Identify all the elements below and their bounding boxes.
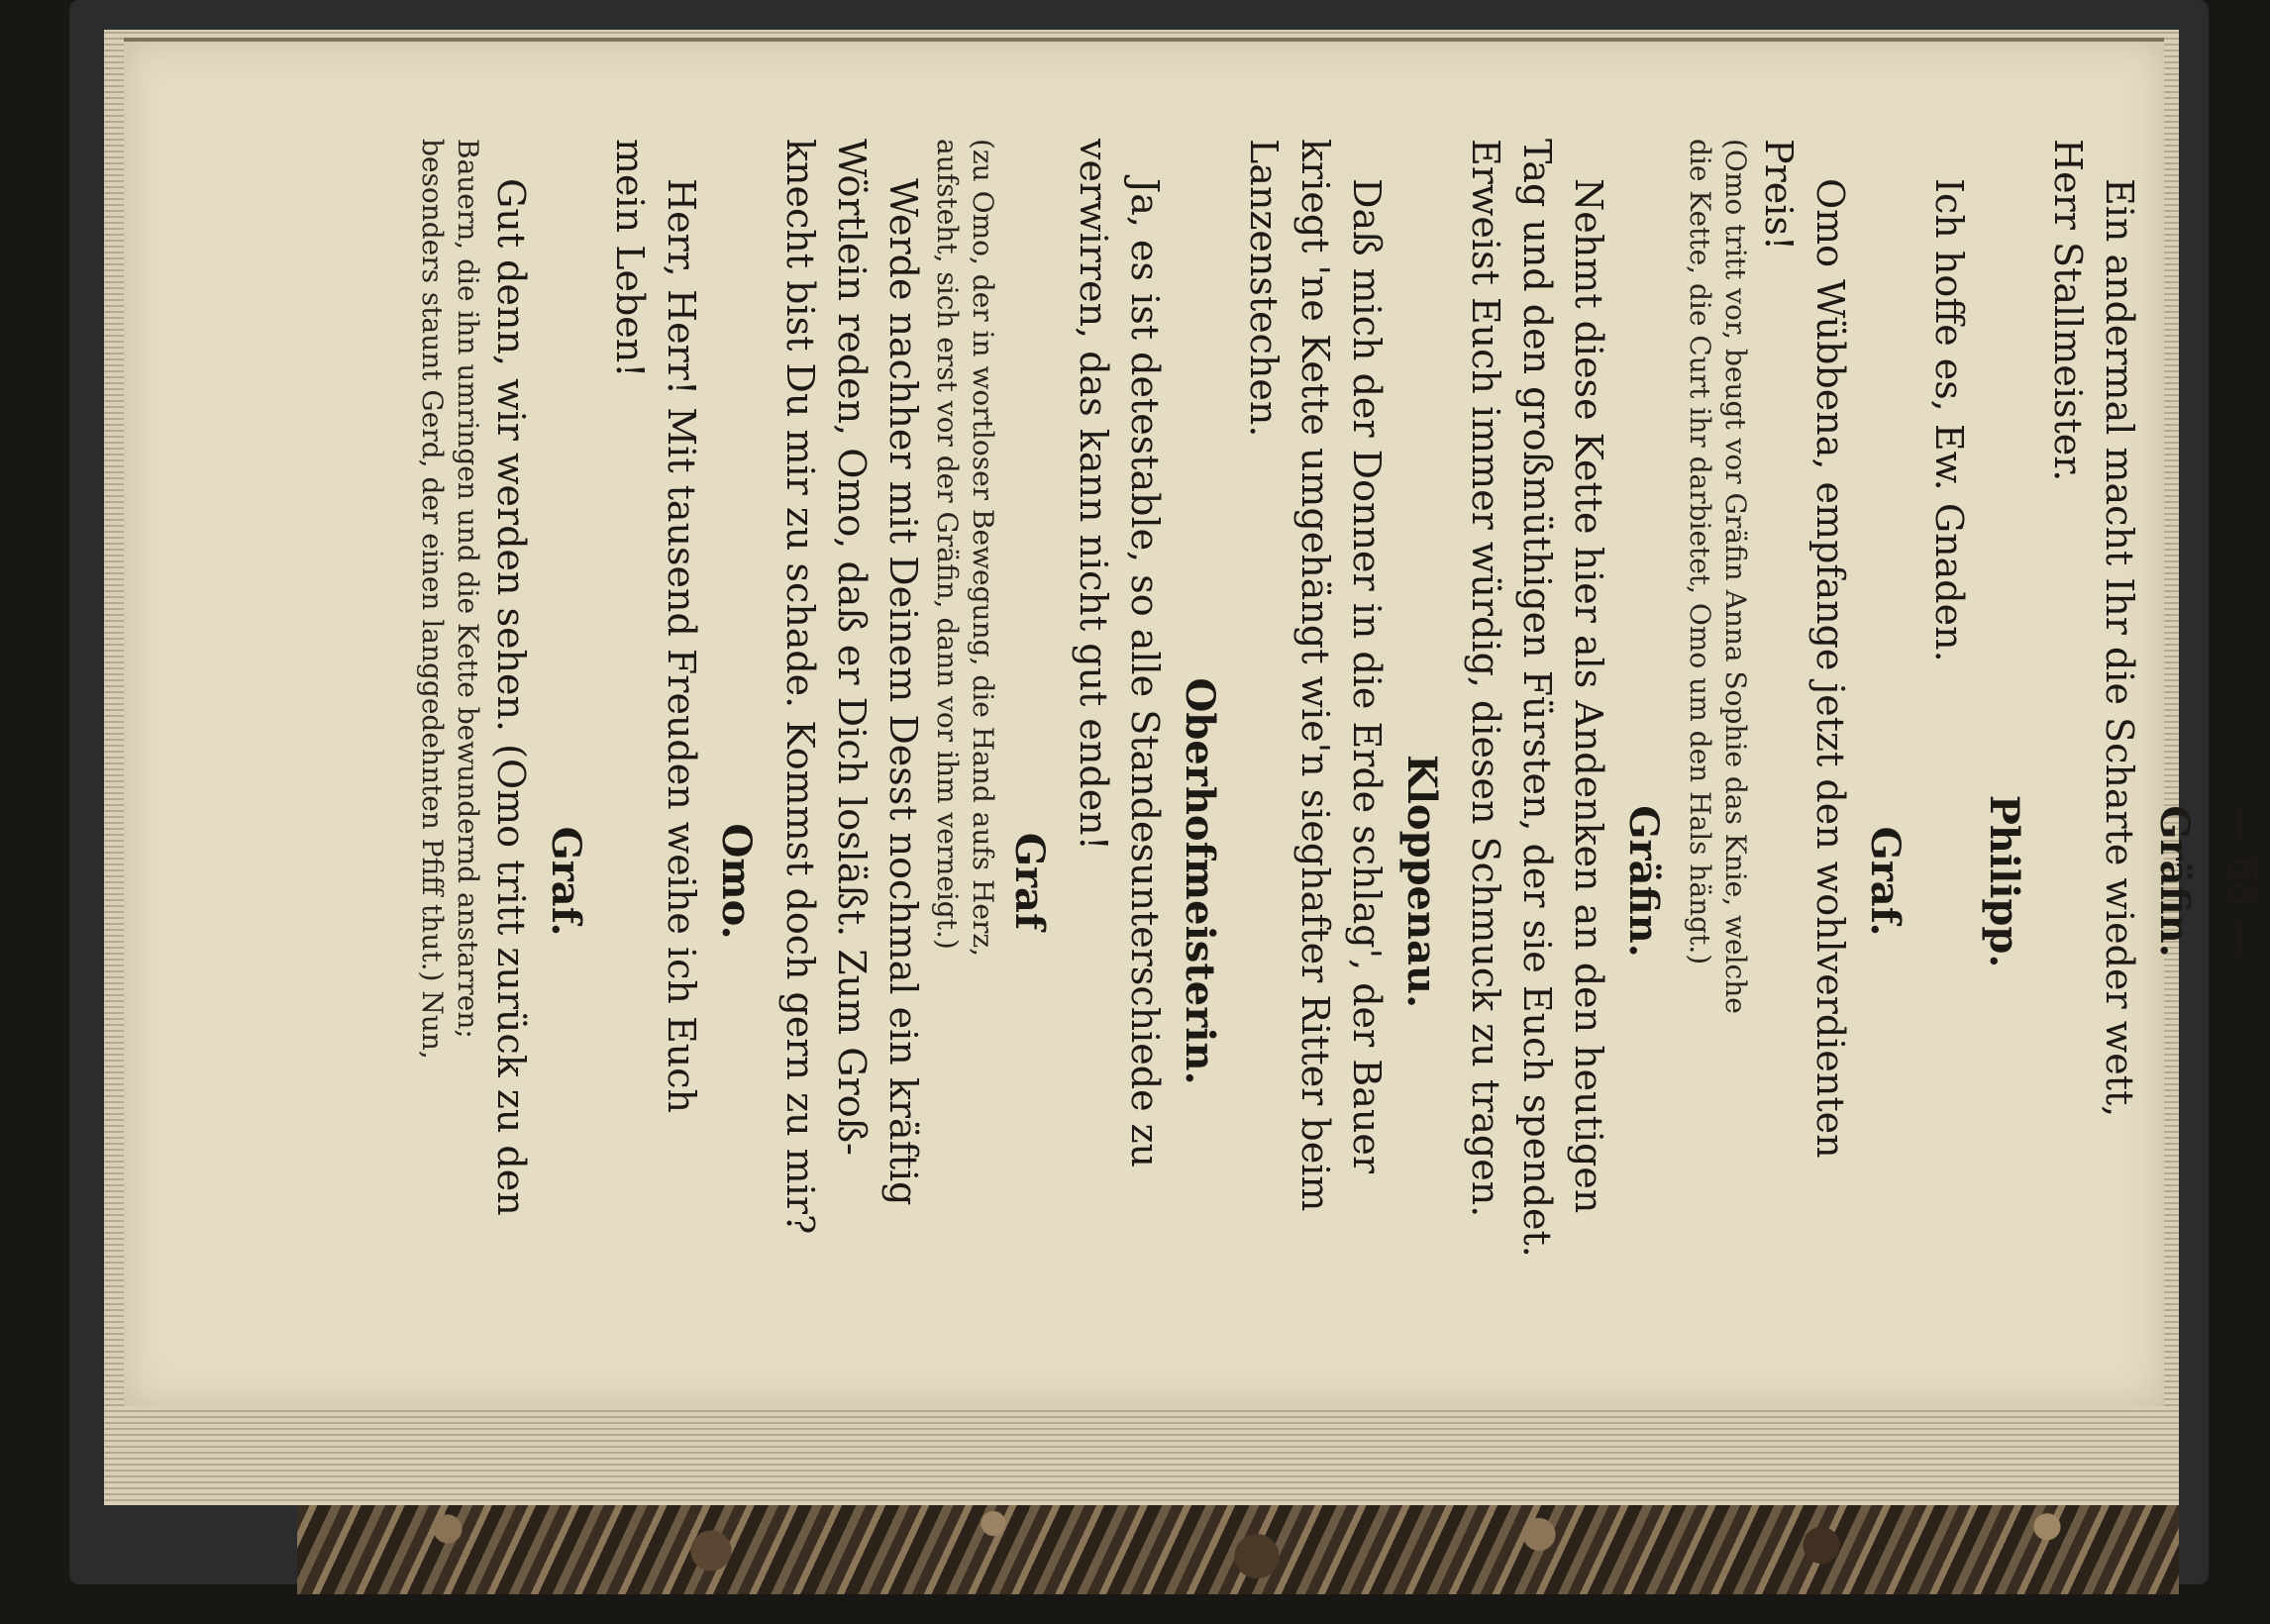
stage-direction: (zu Omo, der in wortloser Bewegung, die Hand aufs Herz, — [967, 139, 999, 958]
speaker-name: Philipp. — [1981, 794, 2027, 968]
dialogue-line: kriegt 'ne Kette umgehängt wie'n sieghafter Ritter beim — [1293, 139, 1337, 1212]
stage-direction: die Kette, die Curt ihr darbietet, Omo um den Hals hängt.) — [1684, 139, 1716, 965]
text-column — [404, 139, 2270, 1624]
dialogue-line: Ja, es ist detestable, so alle Standesunterschiede zu — [1123, 178, 1167, 1168]
block-gap — [594, 139, 604, 1624]
speaker-name: Graf — [1006, 832, 1053, 931]
dialogue-block — [1672, 139, 1913, 1624]
speaker-name: Gräfin. — [1620, 805, 1667, 958]
page-number: — 68 — — [2219, 803, 2265, 960]
dialogue-line: verwirren, das kann nicht gut enden! — [1072, 139, 1115, 851]
dialogue-line: mein Leben! — [608, 139, 652, 378]
dialogue-blocks — [404, 139, 2203, 1624]
gutter — [124, 38, 2164, 42]
dialogue-line: Nehmt diese Kette hier als Andenken an den heutigen — [1567, 178, 1610, 1214]
speaker-name: Graf. — [1862, 826, 1909, 937]
block-gap — [1450, 139, 1460, 1624]
speaker-name: Graf. — [543, 826, 589, 937]
dialogue-block — [1913, 139, 2032, 1624]
dialogue-line: Preis! — [1757, 139, 1801, 252]
dialogue-block — [1058, 139, 1228, 1624]
dialogue-block — [765, 139, 1058, 1624]
dialogue-line: Werde nachher mit Deinem Desst nochmal ein kräftig — [881, 178, 925, 1206]
speaker-name: Gräfin. — [2151, 805, 2198, 958]
block-gap — [1058, 139, 1068, 1624]
block-gap — [2032, 139, 2042, 1624]
dialogue-line: Lanzenstechen. — [1242, 139, 1286, 438]
dialogue-block — [1450, 139, 1672, 1624]
dialogue-line: Omo Wübbena, empfange jetzt den wohlverdienten — [1808, 178, 1852, 1159]
dialogue-line: Wörtlein reden, Omo, daß er Dich losläßt. Zum Groß- — [830, 139, 874, 1156]
block-gap — [765, 139, 774, 1624]
dialogue-block — [594, 139, 765, 1624]
dialogue-line: Ich hoffe es, Ew. Gnaden. — [1927, 178, 1971, 662]
dialogue-line: Ein andermal macht Ihr die Scharte wieder wett, — [2098, 178, 2141, 1118]
stage-direction: aufsteht, sich erst vor der Gräfin, dann vor ihm verneigt.) — [931, 139, 964, 950]
dialogue-line: Tag und den großmüthigen Fürsten, der sie Euch spendet. — [1515, 139, 1559, 1258]
stage-direction: besonders staunt Gerd, der einen langgedehnten Pfiff thut.) Nun, — [416, 139, 449, 1060]
dialogue-line: Erweist Euch immer würdig, diesen Schmuck zu tragen. — [1464, 139, 1507, 1218]
block-gap — [1913, 139, 1923, 1624]
stage-direction: Bauern, die ihn umringen und die Kette bewundernd anstarren; — [452, 139, 484, 1039]
block-gap — [1228, 139, 1238, 1624]
dialogue-block — [1228, 139, 1450, 1624]
speaker-name: Omo. — [713, 823, 760, 940]
speaker-name: Kloppenau. — [1398, 754, 1445, 1009]
dialogue-line: knecht bist Du mir zu schade. Kommst doch gern zu mir? — [778, 139, 822, 1235]
dialogue-line: Herr, Herr! Mit tausend Freuden weihe ich Euch — [660, 178, 703, 1113]
dialogue-block — [404, 139, 594, 1624]
dialogue-line: Gut denn, wir werden sehen. (Omo tritt zurück zu den — [489, 178, 533, 1216]
speaker-name: Oberhofmeisterin. — [1177, 677, 1223, 1085]
dialogue-block — [2032, 139, 2203, 1624]
dialogue-line: Daß mich der Donner in die Erde schlag', der Bauer — [1345, 178, 1389, 1173]
block-gap — [404, 139, 414, 1624]
block-gap — [1672, 139, 1682, 1624]
page-text — [232, 139, 2270, 1624]
dialogue-line: Herr Stallmeister. — [2046, 139, 2090, 482]
stage-direction: (Omo tritt vor, beugt vor Gräfin Anna Sophie das Knie, welche — [1719, 139, 1752, 1014]
